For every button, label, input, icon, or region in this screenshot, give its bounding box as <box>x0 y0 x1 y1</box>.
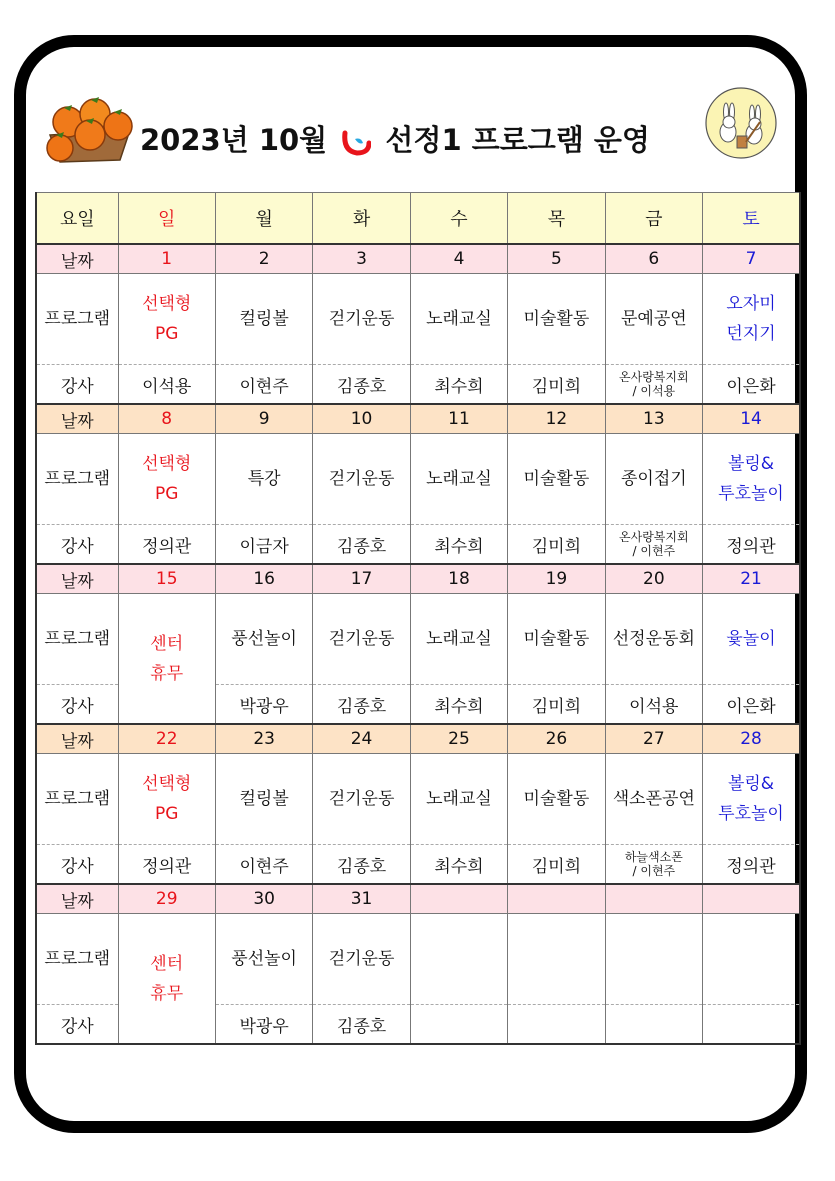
program-cell-mon <box>215 594 312 685</box>
instructor-text: 김종호 <box>336 696 387 717</box>
program-cell-tue <box>313 914 410 1005</box>
program-text: 오자미 <box>726 294 776 314</box>
program-cell-wed <box>410 594 507 685</box>
program-text: 미술활동 <box>523 469 590 489</box>
weekday-fri: 금 <box>605 193 702 245</box>
instructor-text: 정의관 <box>142 536 192 557</box>
program-text: PG <box>154 804 179 824</box>
instructor-row-label: 강사 <box>36 1005 118 1045</box>
date-cell-thu <box>508 884 605 914</box>
program-text: 걷기운동 <box>328 949 395 969</box>
program-cell-fri <box>605 434 702 525</box>
instructor-cell-wed <box>410 685 507 725</box>
date-row <box>36 884 800 914</box>
instructor-text: 정의관 <box>726 536 776 557</box>
program-text: 선택형 <box>142 294 192 314</box>
date-cell-mon: 23 <box>215 724 312 754</box>
program-cell-wed <box>410 914 507 1005</box>
date-row <box>36 564 800 594</box>
date-cell-thu: 5 <box>508 244 605 274</box>
weekday-sat: 토 <box>703 193 800 245</box>
instructor-text: 박광우 <box>239 696 289 717</box>
instructor-text: 온사랑복지회 <box>619 530 689 544</box>
program-text: PG <box>154 484 179 504</box>
instructor-cell-tue <box>313 365 410 405</box>
program-cell-fri <box>605 594 702 685</box>
program-cell-tue <box>313 274 410 365</box>
program-text: 미술활동 <box>523 789 590 809</box>
instructor-cell-thu <box>508 1005 605 1045</box>
instructor-cell-thu <box>508 525 605 565</box>
weekday-sun: 일 <box>118 193 215 245</box>
instructor-cell-tue <box>313 525 410 565</box>
program-cell-sat <box>703 754 800 845</box>
program-cell-tue <box>313 434 410 525</box>
date-cell-tue: 31 <box>313 884 410 914</box>
instructor-row-label: 강사 <box>36 685 118 725</box>
program-text: 노래교실 <box>426 309 492 329</box>
program-text: 미술활동 <box>523 629 590 649</box>
date-cell-wed: 4 <box>410 244 507 274</box>
program-row-label: 프로그램 <box>36 594 118 685</box>
program-cell-fri <box>605 914 702 1005</box>
instructor-text: 이석용 <box>629 696 679 717</box>
date-row <box>36 404 800 434</box>
instructor-cell-sun <box>118 525 215 565</box>
program-cell-wed <box>410 434 507 525</box>
program-cell-sun <box>118 274 215 365</box>
program-text: 센터 <box>150 633 184 654</box>
instructor-cell-fri <box>605 1005 702 1045</box>
program-text: PG <box>154 324 179 344</box>
date-row <box>36 724 800 754</box>
program-row <box>36 434 800 525</box>
instructor-cell-mon <box>215 685 312 725</box>
moon-rabbit-icon <box>702 84 780 162</box>
program-schedule-table <box>35 192 801 1045</box>
instructor-text: 김미희 <box>531 856 582 877</box>
instructor-row-label: 강사 <box>36 365 118 405</box>
program-text: 풍선놀이 <box>231 629 297 649</box>
date-cell-fri: 27 <box>605 724 702 754</box>
instructor-cell-sat <box>703 685 800 725</box>
page-title <box>140 118 650 159</box>
instructor-text: 하늘색소폰 <box>624 850 683 864</box>
date-cell-mon: 9 <box>215 404 312 434</box>
date-cell-sat: 21 <box>703 564 800 594</box>
date-cell-sat: 7 <box>703 244 800 274</box>
instructor-text: / 이석용 <box>632 384 676 398</box>
instructor-text: 김종호 <box>336 536 387 557</box>
instructor-cell-mon <box>215 845 312 885</box>
instructor-text: 김미희 <box>531 536 582 557</box>
instructor-cell-tue <box>313 845 410 885</box>
program-text: 걷기운동 <box>328 629 395 649</box>
program-cell-sat <box>703 914 800 1005</box>
instructor-text: / 이현주 <box>632 864 676 878</box>
date-cell-mon: 16 <box>215 564 312 594</box>
date-cell-fri <box>605 884 702 914</box>
program-text: 던지기 <box>726 324 776 344</box>
instructor-cell-thu <box>508 365 605 405</box>
instructor-cell-wed <box>410 1005 507 1045</box>
instructor-cell-fri <box>605 845 702 885</box>
instructor-text: 이석용 <box>142 376 192 397</box>
instructor-cell-tue <box>313 685 410 725</box>
instructor-text: 김미희 <box>531 376 582 397</box>
instructor-cell-fri <box>605 365 702 405</box>
date-cell-tue: 3 <box>313 244 410 274</box>
program-cell-fri <box>605 754 702 845</box>
program-cell-thu <box>508 914 605 1005</box>
program-cell-fri <box>605 274 702 365</box>
date-cell-sun: 15 <box>118 564 215 594</box>
date-cell-sat: 14 <box>703 404 800 434</box>
program-text: 윷놀이 <box>726 629 776 649</box>
instructor-text: 최수희 <box>434 696 484 717</box>
instructor-text: 온사랑복지회 <box>619 370 689 384</box>
program-cell-sun <box>118 754 215 845</box>
date-cell-wed: 18 <box>410 564 507 594</box>
program-cell-sun <box>118 434 215 525</box>
instructor-cell-sun <box>118 845 215 885</box>
program-cell-thu <box>508 754 605 845</box>
instructor-text: 김종호 <box>336 856 387 877</box>
instructor-cell-thu <box>508 685 605 725</box>
program-cell-mon <box>215 274 312 365</box>
instructor-text: 이은화 <box>726 376 776 397</box>
program-text: 특강 <box>247 469 281 489</box>
instructor-cell-sun <box>118 365 215 405</box>
date-cell-fri: 6 <box>605 244 702 274</box>
date-row-label: 날짜 <box>36 244 118 274</box>
program-text: 문예공연 <box>620 309 687 329</box>
instructor-cell-sat <box>703 525 800 565</box>
instructor-text: 최수희 <box>434 856 484 877</box>
instructor-text: 이은화 <box>726 696 776 717</box>
program-cell-thu <box>508 434 605 525</box>
title-prefix: 2023년 10월 <box>140 123 328 157</box>
program-text: 컬링볼 <box>239 789 289 809</box>
instructor-text: 김종호 <box>336 376 387 397</box>
program-cell-sun <box>118 594 215 725</box>
date-cell-sat <box>703 884 800 914</box>
date-cell-thu: 26 <box>508 724 605 754</box>
instructor-text: 이현주 <box>239 376 289 397</box>
instructor-text: 정의관 <box>726 856 776 877</box>
instructor-text: 김미희 <box>531 696 582 717</box>
date-cell-wed: 11 <box>410 404 507 434</box>
weekday-thu: 목 <box>508 193 605 245</box>
program-text: 선택형 <box>142 774 192 794</box>
program-row <box>36 754 800 845</box>
instructor-text: 최수희 <box>434 536 484 557</box>
program-cell-tue <box>313 754 410 845</box>
instructor-row <box>36 365 800 405</box>
program-row <box>36 594 800 685</box>
date-cell-fri: 20 <box>605 564 702 594</box>
program-cell-sat <box>703 274 800 365</box>
program-text: 선택형 <box>142 454 192 474</box>
program-text: 컬링볼 <box>239 309 289 329</box>
program-cell-wed <box>410 274 507 365</box>
instructor-row-label: 강사 <box>36 525 118 565</box>
instructor-cell-wed <box>410 525 507 565</box>
program-text: 휴무 <box>150 663 184 684</box>
instructor-cell-mon <box>215 365 312 405</box>
program-text: 노래교실 <box>426 629 492 649</box>
instructor-cell-thu <box>508 845 605 885</box>
instructor-text: 정의관 <box>142 856 192 877</box>
program-row-label: 프로그램 <box>36 754 118 845</box>
date-cell-thu: 19 <box>508 564 605 594</box>
date-row-label: 날짜 <box>36 404 118 434</box>
program-text: 걷기운동 <box>328 469 395 489</box>
program-cell-mon <box>215 914 312 1005</box>
program-cell-sun <box>118 914 215 1045</box>
program-cell-sat <box>703 434 800 525</box>
instructor-cell-sat <box>703 365 800 405</box>
date-cell-sun: 22 <box>118 724 215 754</box>
title-suffix: 프로그램 운영 <box>471 123 650 157</box>
date-cell-sat: 28 <box>703 724 800 754</box>
instructor-row <box>36 845 800 885</box>
program-text: 투호놀이 <box>718 484 784 504</box>
weekday-wed: 수 <box>410 193 507 245</box>
date-cell-tue: 24 <box>313 724 410 754</box>
instructor-text: 이금자 <box>239 536 289 557</box>
instructor-row <box>36 525 800 565</box>
program-text: 종이접기 <box>620 469 687 489</box>
date-row-label: 날짜 <box>36 564 118 594</box>
date-row-label: 날짜 <box>36 724 118 754</box>
instructor-text: 박광우 <box>239 1016 289 1037</box>
date-cell-tue: 17 <box>313 564 410 594</box>
date-row <box>36 244 800 274</box>
instructor-cell-fri <box>605 685 702 725</box>
program-cell-wed <box>410 754 507 845</box>
date-cell-wed: 25 <box>410 724 507 754</box>
program-row <box>36 274 800 365</box>
title-brand: 선정1 <box>385 123 462 157</box>
instructor-row-label: 강사 <box>36 845 118 885</box>
weekday-tue: 화 <box>313 193 410 245</box>
date-row-label: 날짜 <box>36 884 118 914</box>
instructor-text: 이현주 <box>239 856 289 877</box>
program-row-label: 프로그램 <box>36 914 118 1005</box>
date-cell-tue: 10 <box>313 404 410 434</box>
date-cell-mon: 2 <box>215 244 312 274</box>
instructor-text: 김종호 <box>336 1016 387 1037</box>
program-row <box>36 914 800 1005</box>
instructor-text: 최수희 <box>434 376 484 397</box>
program-cell-mon <box>215 754 312 845</box>
date-cell-fri: 13 <box>605 404 702 434</box>
date-cell-sun: 1 <box>118 244 215 274</box>
program-text: 볼링& <box>727 454 775 474</box>
program-text: 투호놀이 <box>718 804 784 824</box>
program-text: 미술활동 <box>523 309 590 329</box>
date-cell-mon: 30 <box>215 884 312 914</box>
instructor-cell-wed <box>410 845 507 885</box>
date-cell-thu: 12 <box>508 404 605 434</box>
instructor-cell-fri <box>605 525 702 565</box>
brand-logo-icon <box>341 127 371 157</box>
program-cell-mon <box>215 434 312 525</box>
instructor-cell-mon <box>215 525 312 565</box>
instructor-cell-sat <box>703 845 800 885</box>
program-text: 노래교실 <box>426 789 492 809</box>
instructor-cell-wed <box>410 365 507 405</box>
program-cell-thu <box>508 594 605 685</box>
program-text: 걷기운동 <box>328 789 395 809</box>
program-row-label: 프로그램 <box>36 434 118 525</box>
program-text: 풍선놀이 <box>231 949 297 969</box>
program-text: 노래교실 <box>426 469 492 489</box>
date-cell-wed <box>410 884 507 914</box>
program-row-label: 프로그램 <box>36 274 118 365</box>
weekday-header-row <box>36 193 800 245</box>
program-cell-sat <box>703 594 800 685</box>
persimmon-basket-icon <box>40 90 140 165</box>
instructor-cell-mon <box>215 1005 312 1045</box>
program-cell-tue <box>313 594 410 685</box>
instructor-text: / 이현주 <box>632 544 676 558</box>
program-text: 걷기운동 <box>328 309 395 329</box>
program-text: 볼링& <box>727 774 775 794</box>
date-cell-sun: 29 <box>118 884 215 914</box>
instructor-cell-tue <box>313 1005 410 1045</box>
date-cell-sun: 8 <box>118 404 215 434</box>
program-cell-thu <box>508 274 605 365</box>
program-text: 휴무 <box>150 983 184 1004</box>
program-text: 색소폰공연 <box>612 789 695 809</box>
weekday-mon: 월 <box>215 193 312 245</box>
header-label: 요일 <box>36 193 118 245</box>
program-text: 선정운동회 <box>612 629 695 649</box>
instructor-cell-sat <box>703 1005 800 1045</box>
program-text: 센터 <box>150 953 184 974</box>
